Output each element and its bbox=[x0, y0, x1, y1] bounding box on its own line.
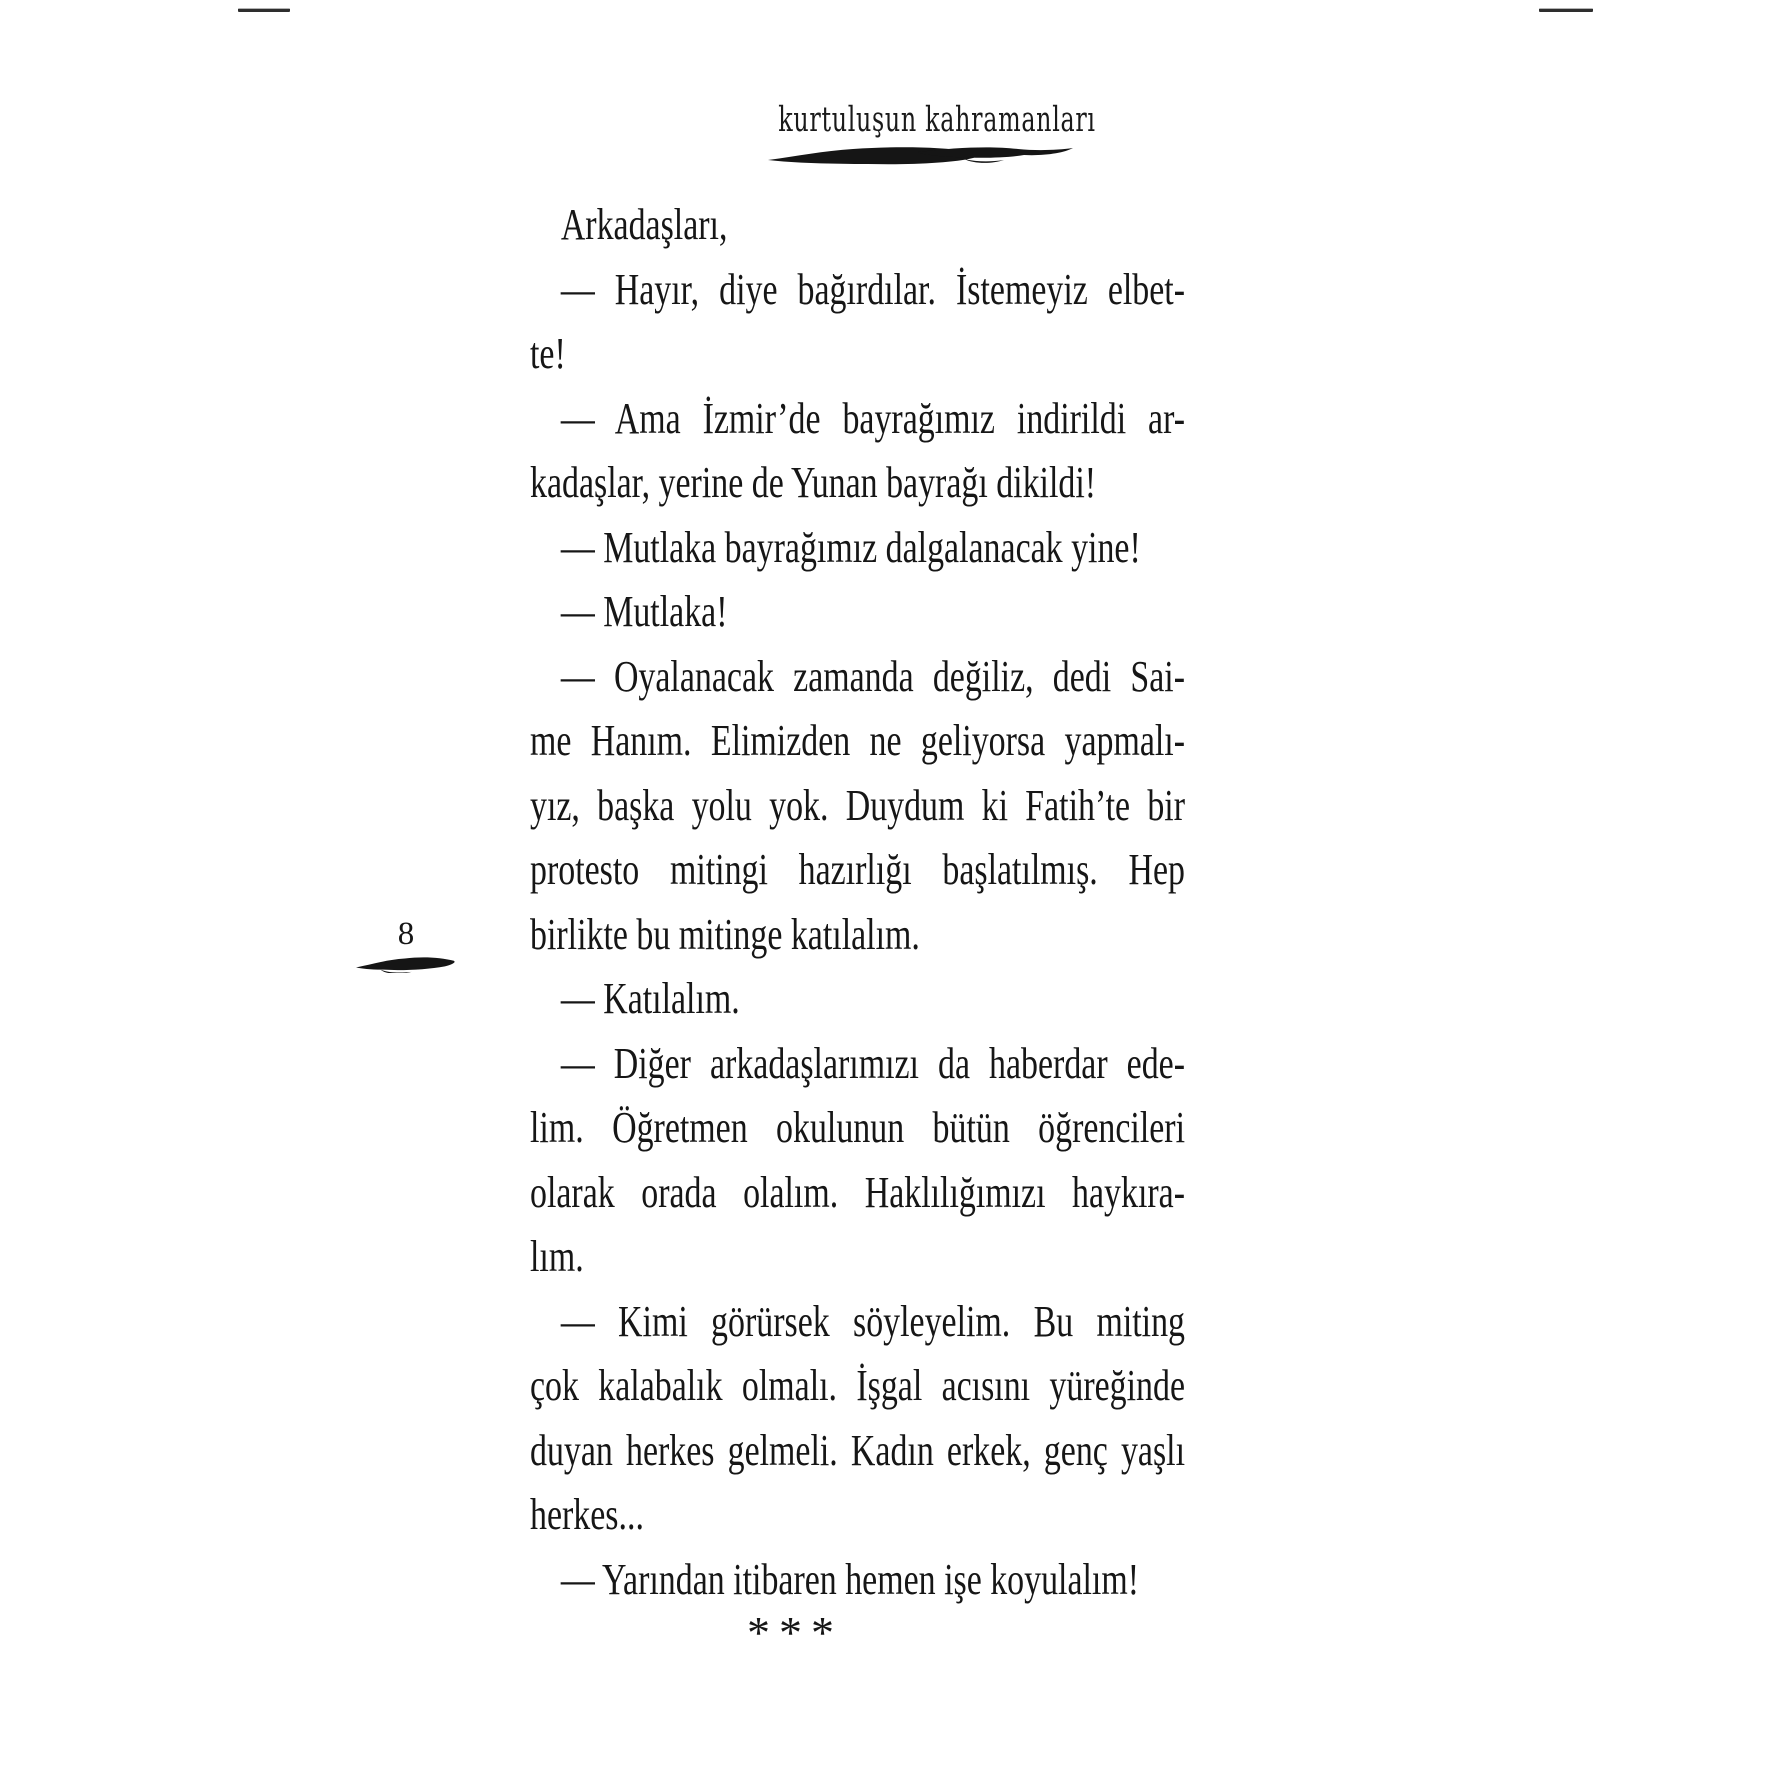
text-line: — Diğer arkadaşlarımızı da haberdar ede- bbox=[560, 1038, 1186, 1088]
text-line: olarak orada olalım. Haklılığımızı haykıra- bbox=[530, 1167, 1186, 1217]
text-line: — Katılalım. bbox=[560, 974, 740, 1023]
body-text bbox=[530, 193, 1185, 1612]
text-line: herkes... bbox=[530, 1490, 644, 1539]
text-line: lim. Öğretmen okulunun bütün öğrencileri bbox=[530, 1103, 1186, 1152]
text-line: kadaşlar, yerine de Yunan bayrağı dikildi! bbox=[530, 458, 1097, 507]
text-line: lım. bbox=[530, 1232, 584, 1281]
text-line: duyan herkes gelmeli. Kadın erkek, genç yaşlı bbox=[530, 1425, 1186, 1475]
text-line: birlikte bu mitinge katılalım. bbox=[530, 909, 920, 959]
top-left-scan-mark bbox=[238, 8, 290, 12]
running-header: kurtuluşun kahramanları bbox=[778, 100, 1096, 140]
text-line: — Kimi görürsek söyleyelim. Bu miting bbox=[560, 1296, 1186, 1346]
text-line: Arkadaşları, bbox=[560, 200, 728, 249]
page-number: 8 bbox=[397, 916, 415, 952]
text-line: — Ama İzmir’de bayrağımız indirildi ar- bbox=[560, 393, 1186, 443]
text-line: çok kalabalık olmalı. İşgal acısını yüreğinde bbox=[530, 1361, 1186, 1410]
text-line: yız, başka yolu yok. Duydum ki Fatih’te bir bbox=[530, 780, 1186, 830]
text-line: me Hanım. Elimizden ne geliyorsa yapmalı- bbox=[530, 716, 1186, 765]
top-right-scan-mark bbox=[1539, 8, 1593, 12]
header-swash-ornament bbox=[768, 143, 1074, 169]
text-line: — Mutlaka bayrağımız dalgalanacak yine! bbox=[560, 522, 1141, 572]
section-separator: *** bbox=[747, 1607, 843, 1658]
text-line: protesto mitingi hazırlığı başlatılmış. Hep bbox=[530, 845, 1186, 894]
page-number-swash-ornament bbox=[356, 953, 456, 973]
text-line: — Yarından itibaren hemen işe koyulalım! bbox=[560, 1554, 1140, 1604]
text-line: — Mutlaka! bbox=[560, 587, 728, 636]
text-line: te! bbox=[530, 329, 566, 378]
text-line: — Oyalanacak zamanda değiliz, dedi Sai- bbox=[560, 651, 1186, 701]
text-line: — Hayır, diye bağırdılar. İstemeyiz elbet- bbox=[560, 264, 1186, 314]
